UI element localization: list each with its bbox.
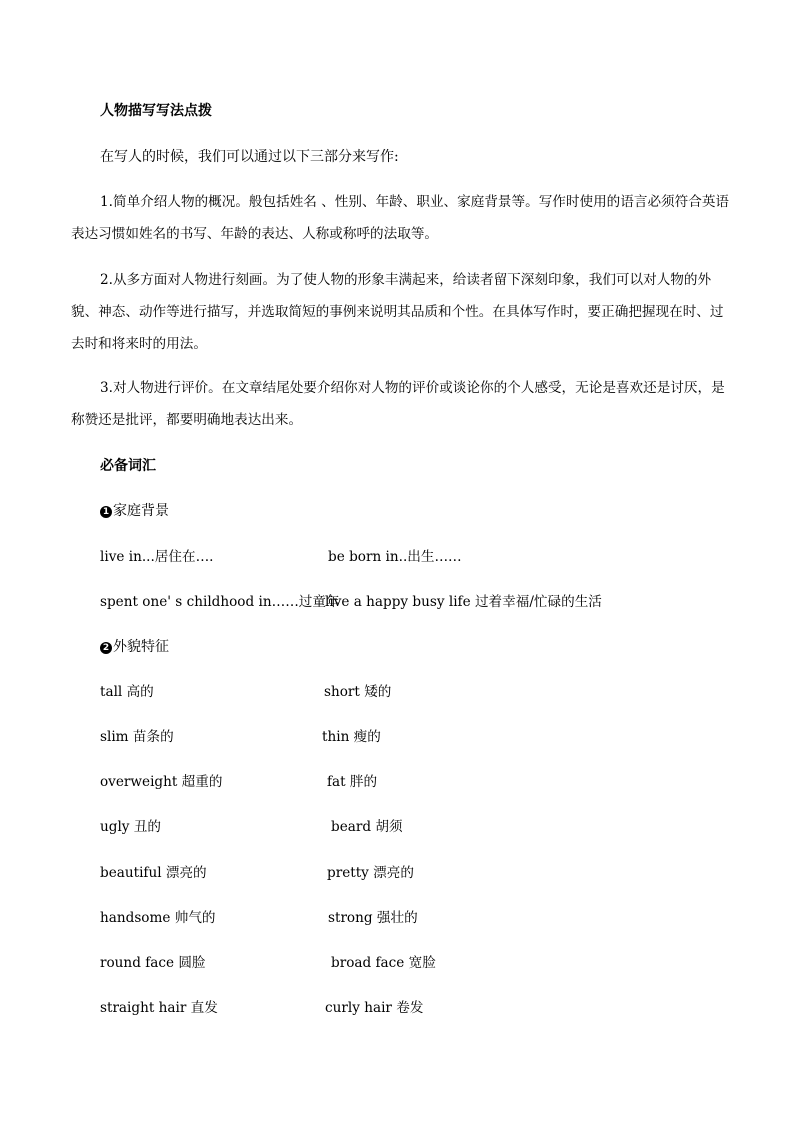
vocab-right: broad face 宽脸 xyxy=(331,955,436,971)
vocab-left: overweight 超重的 xyxy=(100,774,223,790)
vocab-right: fat 胖的 xyxy=(327,774,378,790)
paragraph-3: 3.对人物进行评价。在文章结尾处要介绍你对人物的评价或谈论你的个人感受，无论是喜欢还是讨厌，是称赞还是批评，都要明确地表达出来。 xyxy=(71,380,725,428)
vocab-left: round face 圆脸 xyxy=(100,955,206,971)
vocab-left: handsome 帅气的 xyxy=(100,910,216,926)
vocab-right: thin 瘦的 xyxy=(322,729,381,745)
vocab-right: strong 强壮的 xyxy=(328,910,418,926)
circled-number-marker: 1 xyxy=(100,506,112,518)
paragraph-2: 2.从多方面对人物进行刻画。为了使人物的形象丰满起来，给读者留下深刻印象，我们可以对人物的外貌、神态、动作等进行描写，并选取简短的事例来说明其品质和个性。在具体写作时，要正确把握现在时、过去时和将来时的用法。 xyxy=(71,272,724,352)
section-heading-appearance xyxy=(100,636,169,656)
vocab-row xyxy=(100,906,740,926)
vocab-row xyxy=(100,770,740,790)
vocab-left: straight hair 直发 xyxy=(100,1000,218,1016)
page-title: 人物描写写法点拨 xyxy=(100,103,212,119)
vocab-left: beautiful 漂亮的 xyxy=(100,865,207,881)
vocab-row xyxy=(100,680,740,700)
section-heading-family xyxy=(100,500,169,520)
vocab-row xyxy=(100,590,740,610)
vocab-row xyxy=(100,951,740,971)
vocab-row xyxy=(100,725,740,745)
vocab-right: short 矮的 xyxy=(324,684,392,700)
vocab-row xyxy=(100,861,740,881)
vocab-right: live a happy busy life 过着幸福/忙碌的生活 xyxy=(325,594,602,610)
vocab-right: curly hair 卷发 xyxy=(325,1000,424,1016)
vocab-heading: 必备词汇 xyxy=(100,458,156,474)
vocab-left: spent one' s childhood in……过童年 xyxy=(100,594,340,610)
vocab-right: pretty 漂亮的 xyxy=(327,865,414,881)
vocab-left: ugly 丑的 xyxy=(100,819,161,835)
vocab-left: slim 苗条的 xyxy=(100,729,174,745)
vocab-right: beard 胡须 xyxy=(331,819,403,835)
intro-text: 在写人的时候，我们可以通过以下三部分来写作: xyxy=(100,149,399,165)
section-title: 外貌特征 xyxy=(113,639,169,655)
section-title: 家庭背景 xyxy=(113,503,169,519)
paragraph-1: 1.简单介绍人物的概况。般包括姓名 、性别、年龄、职业、家庭背景等。写作时使用的语言必须符合英语表达习惯如姓名的书写、年龄的表达、人称或称呼的法取等。 xyxy=(71,194,730,242)
vocab-left: live in...居住在…. xyxy=(100,549,214,565)
vocab-left: tall 高的 xyxy=(100,684,154,700)
vocab-row xyxy=(100,545,740,565)
vocab-row xyxy=(100,996,740,1016)
vocab-right: be born in..出生…… xyxy=(328,549,462,565)
vocab-row xyxy=(100,815,740,835)
circled-number-marker: 2 xyxy=(100,642,112,654)
